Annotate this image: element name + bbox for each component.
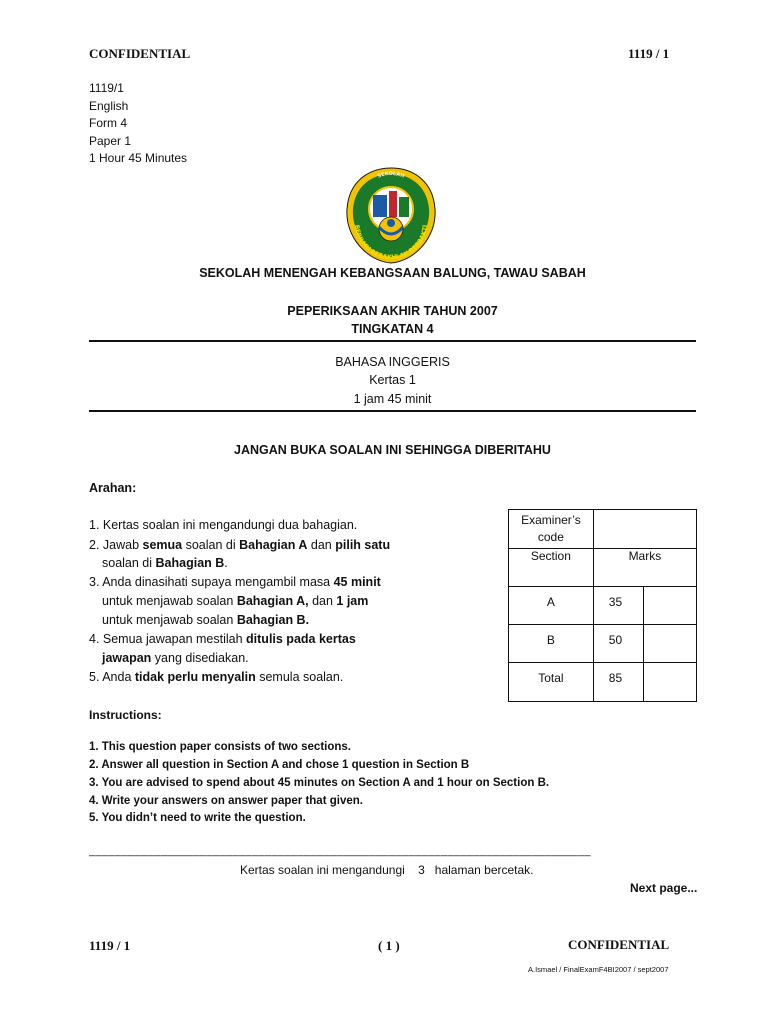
instruction-item: 1. This question paper consists of two sections. [89,741,351,753]
instruction-item: 4. Write your answers on answer paper that given. [89,795,363,807]
divider-bottom [89,410,696,412]
school-crest-icon [343,165,439,265]
subject-paper: Kertas 1 [369,373,416,387]
arahan-item-3-cont2: untuk menjawab soalan Bahagian B. [102,613,310,627]
footer-paper-code: 1119 / 1 [89,938,131,953]
total-score-cell[interactable] [643,663,696,702]
instructions-heading: Instructions: [89,708,162,722]
marks-header: Marks [593,549,696,587]
school-logo [343,165,439,265]
arahan-item-3: 3. Anda dinasihati supaya mengambil masa 45 minit [89,575,381,589]
paper-meta [89,80,187,168]
instruction-item: 3. You are advised to spend about 45 minutes on Section A and 1 hour on Section B. [89,777,550,789]
section-a-label: A [509,587,594,625]
footer-reference: A.Ismael / FinalExamF4BI2007 / sept2007 [528,965,669,974]
meta-code: 1119/1 [89,81,124,95]
meta-subject: English [89,98,129,113]
meta-form: Form 4 [89,116,128,130]
warning-text: JANGAN BUKA SOALAN INI SEHINGGA DIBERITAHU [234,443,551,457]
header-paper-code: 1119 / 1 [628,46,670,61]
section-b-label: B [509,625,594,663]
subject-name: BAHASA INGGERIS [335,355,450,369]
examiner-code-label: Examiner’s code [509,510,594,549]
arahan-item-5: 5. Anda tidak perlu menyalin semula soalan. [89,670,344,684]
divider-top [89,340,696,342]
footer-page-number: ( 1 ) [378,938,400,953]
section-b-max-marks: 50 [593,625,643,663]
next-page-label: Next page... [630,881,698,895]
footer-confidential: CONFIDENTIAL [568,937,670,952]
arahan-item-3-cont: untuk menjawab soalan Bahagian A, dan 1 jam [102,594,369,608]
arahan-item-1: 1. Kertas soalan ini mengandungi dua bahagian. [89,518,358,532]
arahan-heading: Arahan: [89,481,137,495]
arahan-item-2-cont: soalan di Bahagian B. [102,556,228,570]
subject-duration: 1 jam 45 minit [353,392,432,406]
section-header: Section [509,549,594,587]
instruction-item: 5. You didn’t need to write the question. [89,812,306,824]
arahan-item-4-cont: jawapan yang disediakan. [102,651,249,665]
instruction-item: 2. Answer all question in Section A and chose 1 question in Section B [89,759,470,771]
school-name: SEKOLAH MENENGAH KEBANGSAAN BALUNG, TAWAU SABAH [199,266,586,280]
header-confidential: CONFIDENTIAL [89,46,191,61]
total-max-marks: 85 [593,663,643,702]
exam-level: TINGKATAN 4 [351,322,434,336]
section-a-score-cell[interactable] [643,587,696,625]
section-a-max-marks: 35 [593,587,643,625]
total-label: Total [509,663,594,702]
svg-text:SEKOLAH: SEKOLAH [376,170,406,180]
exam-title: PEPERIKSAAN AKHIR TAHUN 2007 [287,304,498,318]
section-b-score-cell[interactable] [643,625,696,663]
meta-paper: Paper 1 [89,133,132,148]
arahan-item-4: 4. Semua jawapan mestilah ditulis pada kertas [89,632,356,646]
svg-text:BERILMU BERAKHLAK BERBAKTI: BERILMU BERAKHLAK BERBAKTI [352,224,429,262]
arahan-item-2: 2. Jawab semua soalan di Bahagian A dan pilih satu [89,538,391,552]
meta-duration: 1 Hour 45 Minutes [89,151,188,165]
footer-rule: _____________________________________________________________________________ [89,845,591,857]
examiner-code-cell[interactable] [593,510,696,549]
examiner-marks-table [508,509,697,702]
footer-page-count: Kertas soalan ini mengandungi 3 halaman bercetak. [240,863,534,877]
